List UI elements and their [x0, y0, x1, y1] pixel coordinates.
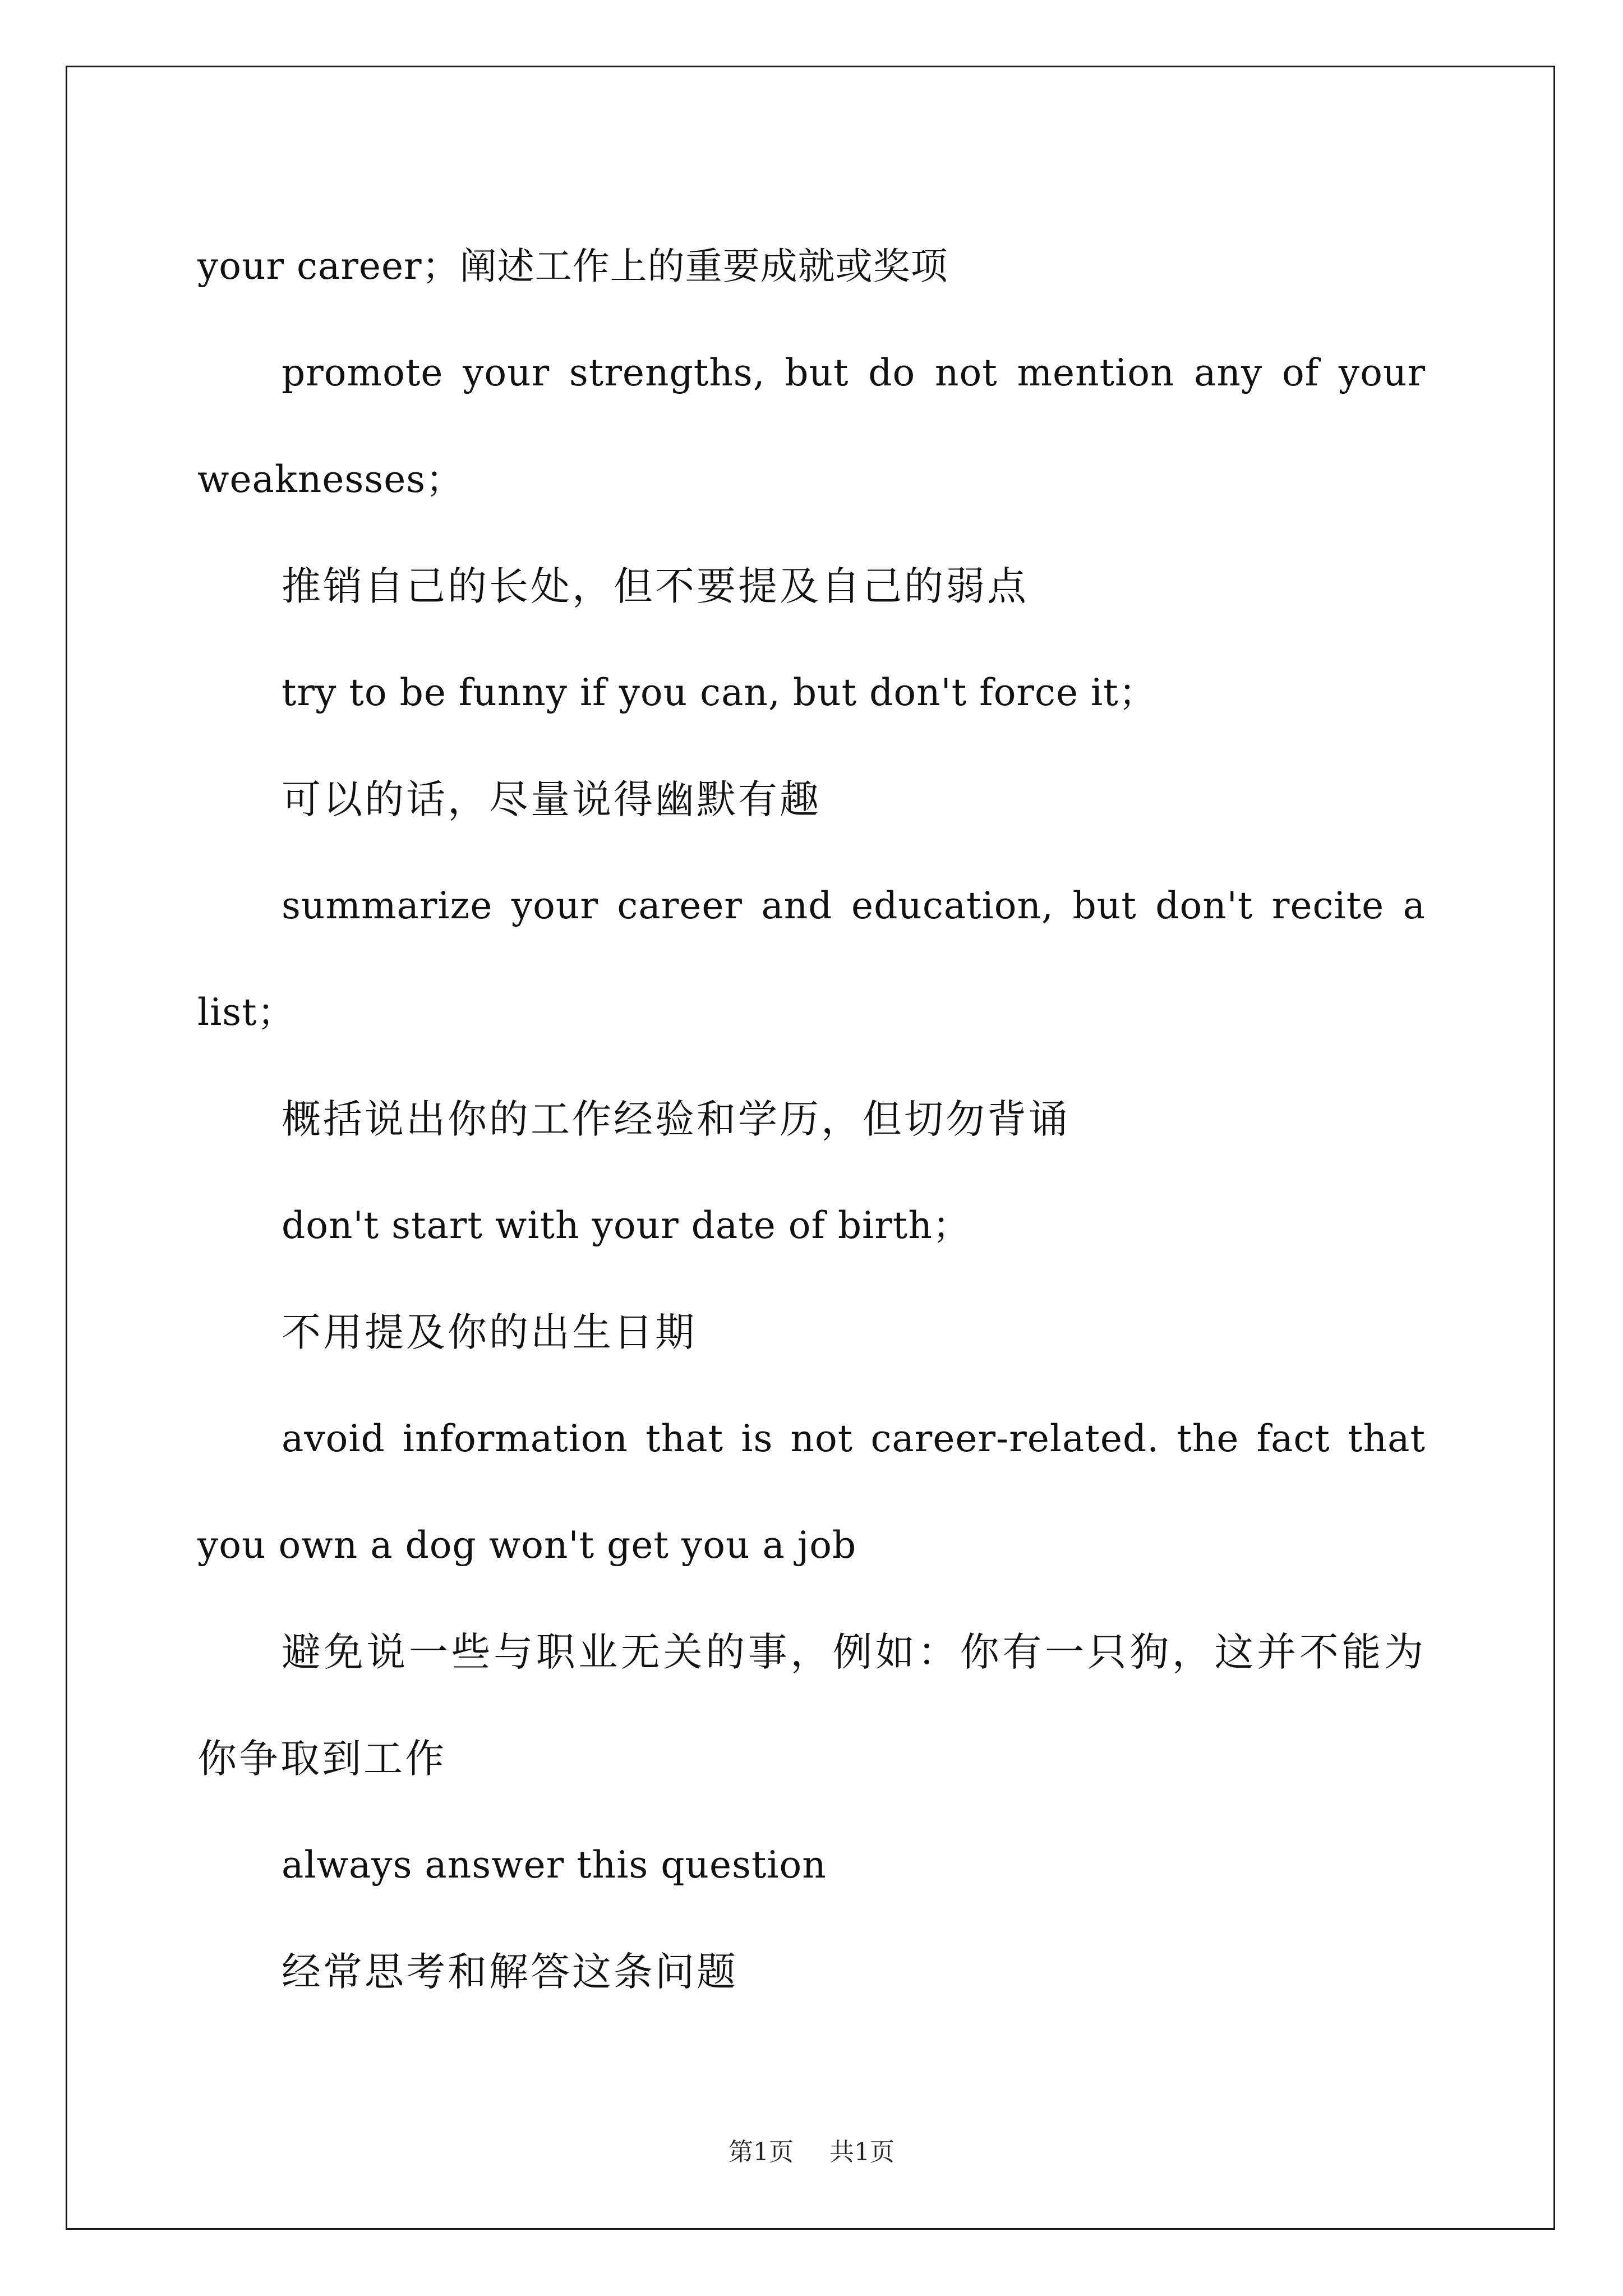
paragraph: 概括说出你的工作经验和学历，但切勿背诵: [282, 1096, 1070, 1142]
paragraph: avoid information that is not career-related. the fact that you own a dog won't get you a job: [197, 1417, 1426, 1567]
page-total: 共1页: [829, 2138, 895, 2166]
document-body: [197, 213, 1426, 2025]
page-footer: [0, 2132, 1623, 2168]
paragraph: 避免说一些与职业无关的事，例如：你有一只狗，这并不能为你争取到工作: [197, 1629, 1426, 1782]
paragraph: always answer this question: [282, 1843, 827, 1887]
paragraph: promote your strengths, but do not mention any of your weaknesses；: [197, 351, 1426, 501]
paragraph: 推销自己的长处，但不要提及自己的弱点: [282, 563, 1029, 609]
page-number: 第1页: [728, 2138, 794, 2166]
paragraph: summarize your career and education, but don't recite a list；: [197, 884, 1426, 1034]
paragraph: try to be funny if you can, but don't force it；: [282, 671, 1156, 714]
paragraph: your career；阐述工作上的重要成就或奖项: [197, 245, 948, 288]
paragraph: 不用提及你的出生日期: [282, 1309, 697, 1355]
paragraph: 经常思考和解答这条问题: [282, 1949, 738, 1995]
paragraph: 可以的话，尽量说得幽默有趣: [282, 776, 821, 822]
paragraph: don't start with your date of birth；: [282, 1204, 970, 1247]
